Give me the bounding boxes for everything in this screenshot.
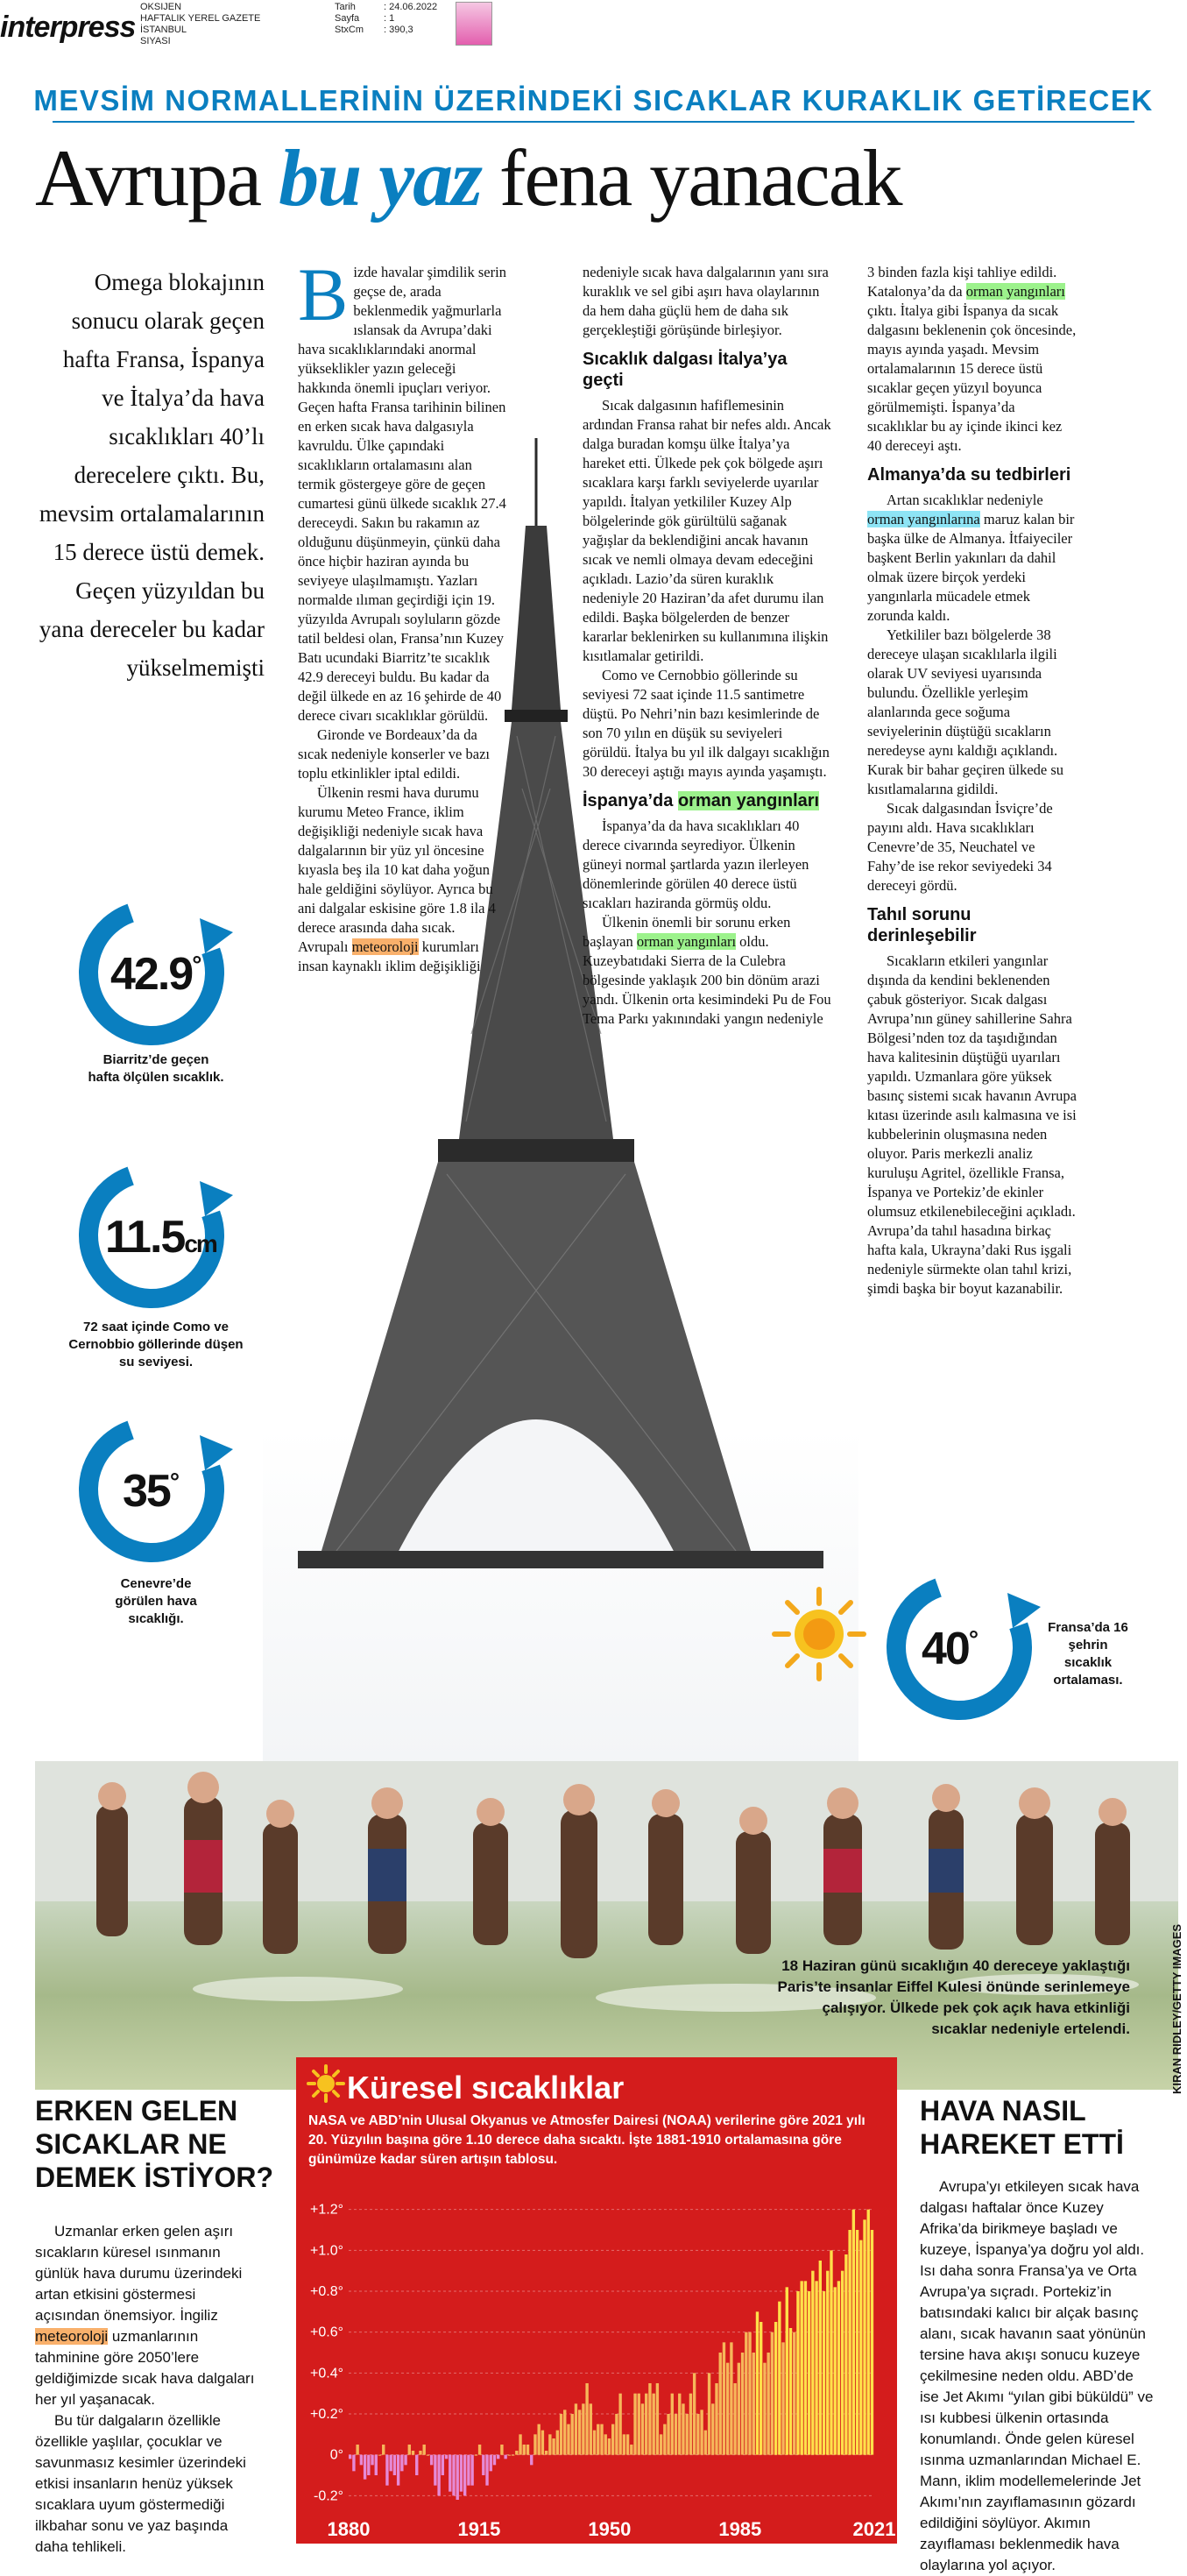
article-column-3: 3 binden fazla kişi tahliye edildi. Katalonya’da da orman yangınları çıktı. İtalya gibi İspanya da sıcak dalgasını beklenenin çok öncesinde, mayıs ayında yaşadı. Mevsim ortalamalarının 15 derece üstü sıcaklar geçen yüzyıl boyunca görülmemişti. İspanya’da sıcaklıklar bu ay içinde ikinci kez 40 dereceyi aştı. Almanya’da su tedbirleri Artan sıcaklıklar nedeniyle orman yangınlarına maruz kalan bir başka ülke de Almanya. İtfaiyeciler başkent Berlin yakınları da dahil olmak üzere birçok yerdeki yangınlarla mücadele etmek zorunda kaldı. Yetkililer bazı bölgelerde 38 dereceye ulaşan sıcaklılarla ilgili olarak UV seviyesi uyarısında bulundu. Özellikle yerleşim alanlarında gece soğuma seviyelerinin düştüğü sıcakların neredeyse aynı kaldığı açıklandı. Kurak bir bahar geçiren ülkede su kısıtlamalarına gidildi. Sıcak dalgasından İsviçre’de payını aldı. Hava sıcaklıkları Cenevre’de 35, Neuchatel ve Fahy’de ise rekor seviyedeki 34 dereceyi gördü. Tahıl sorunu derinleşebilir Sıcakların etkileri yangınlar dışında da kendini beklenenden çabuk gösteriyor. Sıcak dalgası Avrupa’nın güney sahillerine Sahra Bölgesi’nden toz da taşıdığından hava kalitesinin düştüğü uyarıları yapıldı. Uzmanlara göre yüksek basınç sistemi sıcak havanın Avrupa kıtası üzerinde asılı kalmasına ve isi kubbelerinin oluşmasına neden oluyor. Paris merkezli analiz kuruluşu Agritel, özellikle Fransa, İspanya ve Portekiz’de ekinler olumsuz etkilenebileceğini açıkladı. Avrupa’da tahıl hasadına birkaç hafta kala, Ukrayna’daki Rus işgali nedeniyle sürmekte olan tahıl krizi, şimdi başka bir boyut kazanabilir. <box>867 264 1077 1297</box>
chart-bar <box>578 2410 581 2454</box>
chart-bar <box>738 2363 740 2455</box>
chart-bar <box>767 2353 769 2455</box>
gauge-value: 35 <box>123 1466 170 1517</box>
chart-bar <box>560 2414 562 2455</box>
gauge-value: 42.9 <box>110 949 193 1000</box>
chart-bar <box>789 2328 792 2455</box>
gauge-caption: 72 saat içinde Como ve Cernobbio göllerinde düşen su seviyesi. <box>68 1320 244 1369</box>
chart-bar <box>648 2383 651 2455</box>
chart-bar <box>382 2445 385 2455</box>
chart-bar <box>678 2394 681 2455</box>
sun-icon <box>307 2064 345 2103</box>
chart-bar <box>533 2434 536 2454</box>
chart-bar <box>715 2383 717 2455</box>
chart-bar <box>819 2261 822 2455</box>
chart-bar <box>497 2455 499 2459</box>
x-tick-label: 1915 <box>457 2518 501 2540</box>
chart-bar <box>652 2394 654 2455</box>
chart-bar <box>585 2383 588 2455</box>
chart-bar <box>412 2451 414 2455</box>
chart-bar <box>730 2342 732 2454</box>
sidebar-title-left: ERKEN GELEN SICAKLAR NE DEMEK İSTİYOR? <box>35 2095 274 2193</box>
chart-bar <box>641 2403 644 2454</box>
chart-bar <box>626 2434 629 2454</box>
chart-bar <box>693 2373 696 2454</box>
chart-bar <box>667 2414 669 2455</box>
chart-bar <box>415 2455 418 2475</box>
chart-bar <box>719 2353 722 2455</box>
chart-bar <box>548 2434 551 2454</box>
highlight-meteoroloji: meteoroloji <box>351 938 419 955</box>
chart-bar <box>689 2394 692 2455</box>
y-tick-label: 0° <box>329 2447 343 2463</box>
chart-bar <box>419 2451 421 2455</box>
y-tick-label: +0.8° <box>310 2284 343 2299</box>
chart-bar <box>397 2455 399 2486</box>
drop-cap: B <box>298 252 349 336</box>
chart-bar <box>752 2353 755 2455</box>
chart-bar <box>841 2271 844 2455</box>
chart-bar <box>748 2332 751 2455</box>
chart-bar <box>611 2424 614 2455</box>
chart-bar <box>645 2394 647 2455</box>
chart-bar <box>445 2455 448 2459</box>
chart-bar <box>700 2410 703 2454</box>
chart-bar <box>371 2455 373 2466</box>
x-tick-label: 1985 <box>718 2518 762 2540</box>
chart-bar <box>771 2332 774 2455</box>
x-tick-label: 1880 <box>327 2518 371 2540</box>
chart-bar <box>519 2434 521 2454</box>
chart-x-ticks <box>328 2518 896 2540</box>
chart-bar <box>393 2455 396 2475</box>
chart-bar <box>567 2424 569 2455</box>
chart-bar <box>563 2410 566 2454</box>
chart-bar <box>470 2455 473 2486</box>
chart-bar <box>541 2431 544 2455</box>
meta-labels: Tarih Sayfa StxCm <box>335 2 364 35</box>
chart-bar <box>608 2438 611 2455</box>
chart-bar <box>552 2438 555 2455</box>
highlight-orman-yanginlarina: orman yangınlarına <box>867 511 980 527</box>
chart-bar <box>463 2455 466 2496</box>
chart-bar <box>449 2455 451 2492</box>
y-tick-label: +0.2° <box>310 2407 343 2422</box>
chart-bar <box>442 2455 444 2475</box>
sun-icon <box>771 1586 867 1682</box>
chart-bar <box>460 2455 463 2492</box>
subhead-germany: Almanya’da su tedbirleri <box>867 465 1071 485</box>
chart-bar <box>378 2455 381 2456</box>
chart-bar <box>482 2455 484 2475</box>
chart-bar <box>823 2291 825 2455</box>
chart-bar <box>800 2281 802 2454</box>
chart-bar <box>852 2210 855 2455</box>
chart-bar <box>590 2403 592 2454</box>
chart-bar <box>385 2455 388 2486</box>
gauge-caption: Biarritz’de geçen hafta ölçülen sıcaklık. <box>88 1052 224 1085</box>
chart-bar <box>760 2322 762 2455</box>
chart-bar <box>733 2383 736 2455</box>
chart-bar <box>493 2455 496 2466</box>
chart-bar <box>867 2210 870 2455</box>
chart-bar <box>500 2445 503 2455</box>
chart-bar <box>726 2363 729 2455</box>
source-info: OKSIJEN HAFTALIK YEREL GAZETE İSTANBUL SIYASI <box>140 2 261 46</box>
chart-bar <box>427 2455 429 2456</box>
chart-bar <box>485 2455 488 2486</box>
chart-bar <box>508 2455 511 2456</box>
kicker: MEVSİM NORMALLERİNİN ÜZERİNDEKİ SICAKLAR KURAKLIK GETİRECEK <box>33 84 1154 117</box>
chart-bar <box>656 2383 659 2455</box>
gauge-value: 40 <box>922 1624 969 1674</box>
chart-bar <box>545 2451 548 2455</box>
chart-bar <box>526 2445 529 2455</box>
chart-bar <box>408 2445 411 2455</box>
chart-bar <box>682 2403 684 2454</box>
gauge-42-9: 42.9° Biarritz’de geçen hafta ölçülen sıcaklık. <box>68 885 244 1056</box>
clipping-header <box>0 0 1187 72</box>
chart-bar <box>793 2332 795 2455</box>
chart-bar <box>537 2424 540 2455</box>
gauge-caption: Fransa’da 16 şehrin sıcaklık ortalaması. <box>1048 1620 1128 1688</box>
photo-caption: 18 Haziran günü sıcaklığın 40 dereceye yaklaştığı Paris’te insanlar Eiffel Kulesi önünde serinlemeye çalışıyor. Ülkede pek çok açık hava etkinliği sıcaklar nedeniyle ertelendi. <box>777 1957 1130 2037</box>
chart-bar <box>456 2455 459 2500</box>
chart-bar <box>571 2414 574 2455</box>
chart-bar <box>863 2219 866 2454</box>
chart-bar <box>600 2424 603 2455</box>
chart-bar <box>423 2445 426 2455</box>
chart-bar <box>859 2240 862 2455</box>
y-tick-label: +1.2° <box>310 2202 343 2218</box>
chart-bar <box>618 2394 621 2455</box>
chart-bar <box>582 2403 584 2454</box>
x-tick-label: 1950 <box>588 2518 632 2540</box>
gauge-value: 11.5 <box>105 1212 185 1263</box>
subhead-grain: Tahıl sorunu derinleşebilir <box>867 905 977 945</box>
chart-bar <box>512 2455 514 2456</box>
chart-bar <box>834 2287 837 2454</box>
gauge-11-5: 11.5cm 72 saat içinde Como ve Cernobbio göllerinde düşen su seviyesi. <box>68 1148 244 1319</box>
subhead-spain: İspanya’da orman yangınları <box>583 791 820 810</box>
highlight-meteoroloji: meteoroloji <box>35 2328 109 2345</box>
chart-bar <box>515 2451 518 2455</box>
chart-bar <box>352 2455 355 2472</box>
chart-subtitle: NASA ve ABD’nin Ulusal Okyanus ve Atmosfer Dairesi (NOAA) verilerine göre 2021 yılı 20. Yüzyılın başına göre 1.10 derece daha sıcaktı. İşte 1881-1910 ortalamasına göre günümüze kadar süren artışın tablosu. <box>308 2113 866 2167</box>
chart-title: Küresel sıcaklıklar <box>347 2070 625 2105</box>
chart-bar <box>638 2394 640 2455</box>
chart-bar <box>704 2431 707 2455</box>
kicker-rule <box>53 121 1134 123</box>
article-column-2: nedeniyle sıcak hava dalgalarının yanı sıra kuraklık ve sel gibi aşırı hava olaylarının da hem daha güçlü hem de daha sık gerçekleştiği görüşünde birleşiyor. Sıcaklık dalgası İtalya’ya geçti Sıcak dalgasının hafiflemesinin ardından Fransa rahat bir nefes aldı. Ancak dalga buradan komşu ülke İtalya’ya hareket etti. Ülkede pek çok bölgede aşırı sıcaklara karşı farklı seviyelerde uyarılar yapıldı. İtalyan yetkililer Kuzey Alp bölgelerinde gök gürültülü sağanak yağışlar da beklendiğini ancak havanın sıcak ve nemli olmaya devam edeceğini açıkladı. Lazio’da süren kuraklık nedeniyle 20 Haziran’da afet durumu ilan edildi. Başka bölgelerden de benzer kararlar beklenirken su kullanımına ilişkin kısıtlamalar getirildi. Como ve Cernobbio göllerinde su seviyesi 72 saat içinde 11.5 santimetre düştü. Po Nehri’nin bazı kesimlerinde de son 70 yılın en düşük su seviyeleri görüldü. İtalya bu yıl ilk dalgayı sıcaklığın 30 dereceyi aştığı mayıs ayında yaşamıştı. İspanya’da orman yangınları İspanya’da da hava sıcaklıkları 40 derece civarında seyrediyor. Ülkenin güneyi normal şartlarda yazın ilerleyen dönemlerinde görülen 40 derece üstü sıcakları haziranda görmüş oldu. Ülkenin önemli bir sorunu erken başlayan orman yangınları oldu. Kuzeybatıdaki Sierra de la Culebra bölgesinde yaklaşık 200 bin dönüm arazi yandı. Ülkenin orta kesimindeki Pu de Fou Tema Parkı yakınındaki yangın nedeniyle <box>583 264 831 1027</box>
chart-bar <box>848 2230 851 2455</box>
headline: Avrupa bu yaz fena yanacak <box>35 133 901 223</box>
chart-bar <box>663 2424 666 2455</box>
gauge-35: 35° Cenevre’de görülen hava sıcaklığı. <box>68 1402 244 1573</box>
chart-bar <box>856 2230 858 2455</box>
interpress-logo: interpress <box>0 11 136 44</box>
meta-values: : 24.06.2022 : 1 : 390,3 <box>384 2 438 35</box>
chart-bar <box>796 2291 799 2455</box>
photo-credit: KIRAN RIDLEY/GETTY IMAGES <box>1170 1923 1183 2094</box>
subhead-italy: Sıcaklık dalgası İtalya’ya geçti <box>583 350 788 390</box>
chart-bar <box>375 2455 378 2475</box>
chart-bar <box>811 2271 814 2455</box>
chart-bar <box>437 2455 440 2496</box>
chart-bar <box>356 2445 358 2455</box>
y-tick-label: +0.4° <box>310 2366 343 2381</box>
chart-bar <box>826 2271 829 2455</box>
chart-bar <box>763 2363 766 2455</box>
lead-text: Omega blokajının sonucu olarak geçen hafta Fransa, İspanya ve İtalya’da hava sıcaklıkları 40’lı derecelere çıktı. Bu, mevsim ortalamalarının 15 derece üstü demek. Geçen yüzyıldan bu yana dereceler bu kadar yükselmemişti <box>39 269 265 681</box>
chart-bar <box>364 2455 366 2480</box>
chart-bar <box>781 2342 784 2454</box>
sidebar-text-left: Uzmanlar erken gelen aşırı sıcakların küresel ısınmanın günlük hava durumu üzerindeki artan etkisini göstermesi açısından önemsiyor. İngiliz meteoroloji uzmanlarının tahminine göre 2050’lere geldiğimizde sıcak hava dalgaları her yıl yaşanacak. Bu tür dalgaların özellikle özellikle yaşlılar, çocuklar ve savunmasız kesimler üzerindeki etkisi insanların henüz yüksek sıcaklara uyum göstermediği ilkbahar sonu ve yaz başında daha tehlikeli. <box>35 2223 255 2555</box>
chart-bar <box>593 2431 596 2455</box>
chart-bar <box>430 2455 433 2466</box>
chart-bar <box>774 2322 777 2455</box>
chart-bar <box>633 2394 636 2455</box>
chart-bar <box>660 2434 662 2454</box>
chart-bar <box>871 2230 873 2455</box>
fountain-photo <box>35 1761 1178 2090</box>
chart-bar <box>490 2455 492 2472</box>
chart-bar <box>741 2353 744 2455</box>
chart-bar <box>808 2291 810 2455</box>
highlight-orman-yanginlari: orman yangınları <box>636 933 737 950</box>
newspaper-thumbnail <box>456 2 492 46</box>
chart-bar <box>804 2281 807 2454</box>
chart-bar <box>630 2445 632 2455</box>
chart-bar <box>400 2455 403 2472</box>
chart-bar <box>604 2434 607 2454</box>
highlight-orman-yanginlari: orman yangınları <box>965 283 1065 300</box>
chart-bar <box>745 2332 747 2455</box>
chart-bar <box>530 2455 533 2466</box>
chart-bar <box>575 2403 577 2454</box>
gauge-40: 40° <box>876 1560 1051 1730</box>
chart-bar <box>523 2445 526 2455</box>
chart-bar <box>686 2414 689 2455</box>
temperature-chart <box>296 2182 897 2544</box>
chart-bar <box>452 2455 455 2496</box>
chart-bar <box>844 2254 847 2455</box>
chart-bar <box>786 2287 788 2454</box>
y-tick-label: +0.6° <box>310 2325 343 2340</box>
chart-bar <box>404 2455 406 2466</box>
chart-bar <box>615 2414 618 2455</box>
chart-bar <box>815 2281 817 2454</box>
chart-bar <box>696 2414 699 2455</box>
chart-bar <box>756 2311 759 2454</box>
chart-bar <box>478 2445 481 2455</box>
chart-bar <box>623 2434 625 2454</box>
chart-bar <box>723 2342 725 2454</box>
y-tick-label: +1.0° <box>310 2243 343 2259</box>
chart-bar <box>708 2373 710 2454</box>
y-tick-label: -0.2° <box>314 2488 343 2504</box>
chart-bar <box>837 2281 840 2454</box>
gauge-caption: Cenevre’de görülen hava sıcaklığı. <box>115 1576 197 1626</box>
chart-bar <box>475 2455 477 2456</box>
chart-bar <box>778 2302 781 2455</box>
chart-bar <box>367 2455 370 2475</box>
chart-bar <box>711 2403 714 2454</box>
chart-bar <box>504 2455 506 2459</box>
chart-bars <box>349 2210 873 2500</box>
chart-bar <box>556 2431 559 2455</box>
article-column-1: Bizde havalar şimdilik serin geçse de, arada beklenmedik yağmurlarla ıslansak da Avrupa’daki hava sıcaklıklarındaki anormal yükseklikler yazın geleceği hakkında önemli ipuçları veriyor. Geçen hafta Fransa tarihinin bilinen en erken sıcak hava dalgasıyla kavruldu. Ülke çapındaki sıcaklıkların ortalamasını alan termik göstergeye göre de geçen cumartesi günü ülkede sıcaklık 27.4 dereceydi. Sakın bu rakamın az olduğunu düşünmeyin, çünkü daha önce hiçbir haziran ayında bu seviyeye ulaşılmamıştı. Yazları normalde ılıman geçirdiği için 19. yüzyılda Avrupalı soyluların gözde tatil beldesi olan, Fransa’nın Kuzey Batı ucundaki Biarritz’te sıcaklık 42.9 dereceyi buldu. Bu kadar da değil ülkede en az 16 şehirde de 40 derece civarı sıcaklıklar görüldü. Gironde ve Bordeaux’da da sıcak nedeniyle konserler ve bazı toplu etkinlikler iptal edildi. Ülkenin resmi hava durumu kurumu Meteo France, iklim değişikliği nedeniyle sıcak hava dalgalarının bir yüz yıl öncesine kıyasla beş ila 10 kat daha yoğun hale geldiğini söylüyor. Ayrıca bu ani dalgalar eskisine göre 1.8 ila 4 derece arasında daha sıcak. Avrupalı meteoroloji kurumları insan kaynaklı iklim değişikliği <box>298 252 506 974</box>
chart-bar <box>830 2250 832 2454</box>
chart-bar <box>434 2455 436 2486</box>
chart-bar <box>467 2455 470 2486</box>
chart-bar <box>671 2394 674 2455</box>
sidebar-title-right: HAVA NASIL HAREKET ETTİ <box>920 2095 1124 2160</box>
x-tick-label: 2021 <box>852 2518 896 2540</box>
sidebar-text-right: Avrupa’yı etkileyen sıcak hava dalgası haftalar önce Kuzey Afrika’da birikmeye başladı ve kuzeye, İspanya’ya doğru yol aldı. Isı daha sonra Fransa’ya ve Orta Avrupa’ya sıçradı. Portekiz’in batısındaki kalıcı bir alçak basınç alanı, sıcak havanın saat yönünün tersine hava akışı sonucu kuzeye çekilmesine neden oldu. ABD’de ise Jet Akımı “yılan gibi büküldü” ve ısı kubbesi ülkenin ortasında konumlandı. Önde gelen küresel ısınma uzmanlarından Michael E. Mann, iklim modellemelerinde Jet Akımı’nın zayıflamasının gözardı edildiğini söylüyor. Akımın zayıflaması beklenmedik hava olaylarına yol açıyor. <box>920 2178 1154 2573</box>
chart-bar <box>675 2414 677 2455</box>
chart-bar <box>597 2424 599 2455</box>
chart-y-ticks <box>310 2203 343 2504</box>
chart-bar <box>360 2455 363 2466</box>
chart-bar <box>389 2455 392 2472</box>
chart-bar <box>349 2455 351 2459</box>
